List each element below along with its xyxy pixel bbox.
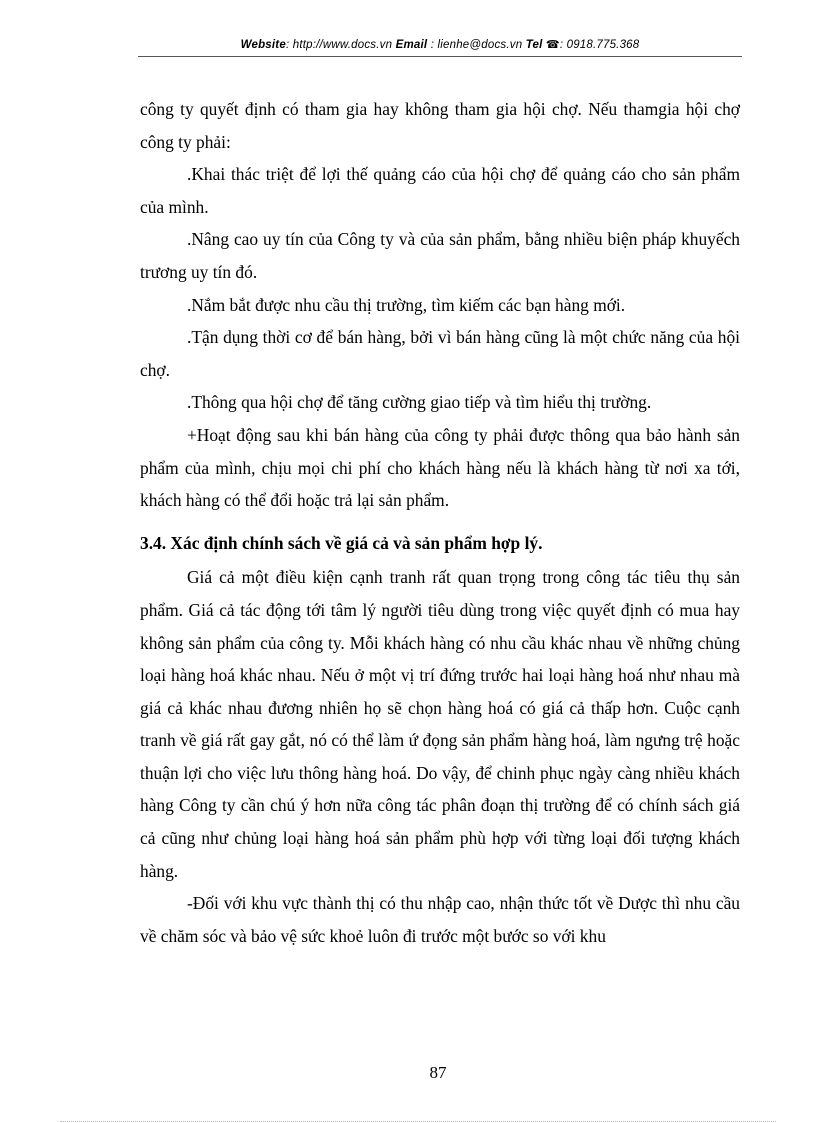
page-header — [138, 38, 742, 51]
website-value: : http://www.docs.vn — [285, 39, 393, 51]
paragraph-pricing: Giá cả một điều kiện cạnh tranh rất quan trọng trong công tác tiêu thụ sản phẩm. Giá cả tác động tới tâm lý người tiêu dùng trong việc quyết định có mua hay không sản phẩm của công ty. Mỗi khách hàng có nhu cầu khác nhau về những chủng loại hàng hoá khác nhau. Nếu ở một vị trí đứng trước hai loại hàng hoá như nhau mà giá cả khác nhau đương nhiên họ sẽ chọn hàng hoá có giá cả thấp hơn. Cuộc cạnh tranh về giá rất gay gắt, nó có thể làm ứ đọng sản phẩm hàng hoá, làm ngưng trệ hoặc thuận lợi cho việc lưu thông hàng hoá. Do vậy, để chinh phục ngày càng nhiều khách hàng Công ty cần chú ý hơn nữa công tác phân đoạn thị trường để có chính sách giá cả cũng như chủng loại hàng hoá sản phẩm phù hợp với từng loại đối tượng khách hàng. — [140, 567, 740, 881]
website-label: Website — [240, 39, 286, 51]
page-number: 87 — [429, 1063, 447, 1082]
paragraph-communication: .Thông qua hội chợ để tăng cường giao tiếp và tìm hiểu thị trường. — [187, 392, 652, 413]
header-divider — [138, 56, 742, 57]
paragraph-urban-area: -Đối với khu vực thành thị có thu nhập cao, nhận thức tốt về Dược thì nhu cầu về chăm sóc và bảo vệ sức khoẻ luôn đi trước một bước so với khu — [140, 893, 740, 946]
email-label: Email — [395, 39, 428, 51]
tel-label: Tel — [525, 39, 543, 51]
email-value: : lienhe@docs.vn — [430, 39, 523, 51]
paragraph-market-needs: .Nắm bắt được nhu cầu thị trường, tìm kiếm các bạn hàng mới. — [187, 294, 626, 315]
tel-value: : 0918.775.368 — [559, 39, 640, 51]
paragraph-sales-opportunity: .Tận dụng thời cơ để bán hàng, bởi vì bán hàng cũng là một chức năng của hội chợ. — [140, 327, 740, 380]
footer-divider — [60, 1121, 776, 1122]
paragraph-reputation: .Nâng cao uy tín của Công ty và của sản phẩm, bằng nhiều biện pháp khuyếch trương uy tín đó. — [140, 229, 740, 282]
phone-icon: ☎ — [545, 39, 560, 51]
section-heading: 3.4. Xác định chính sách về giá cả và sản phẩm hợp lý. — [140, 532, 543, 553]
paragraph-after-sales: +Hoạt động sau khi bán hàng của công ty phải được thông qua bảo hành sản phẩm của mình, chịu mọi chi phí cho khách hàng nếu là khách hàng từ nơi xa tới, khách hàng có thể đổi hoặc trả lại sản phẩm. — [140, 424, 740, 511]
paragraph-fair-participation: công ty quyết định có tham gia hay không tham gia hội chợ. Nếu thamgia hội chợ công ty phải: — [140, 99, 740, 152]
document-body — [140, 93, 740, 952]
paragraph-advertising: .Khai thác triệt để lợi thế quảng cáo của hội chợ để quảng cáo cho sản phẩm của mình. — [140, 164, 740, 217]
